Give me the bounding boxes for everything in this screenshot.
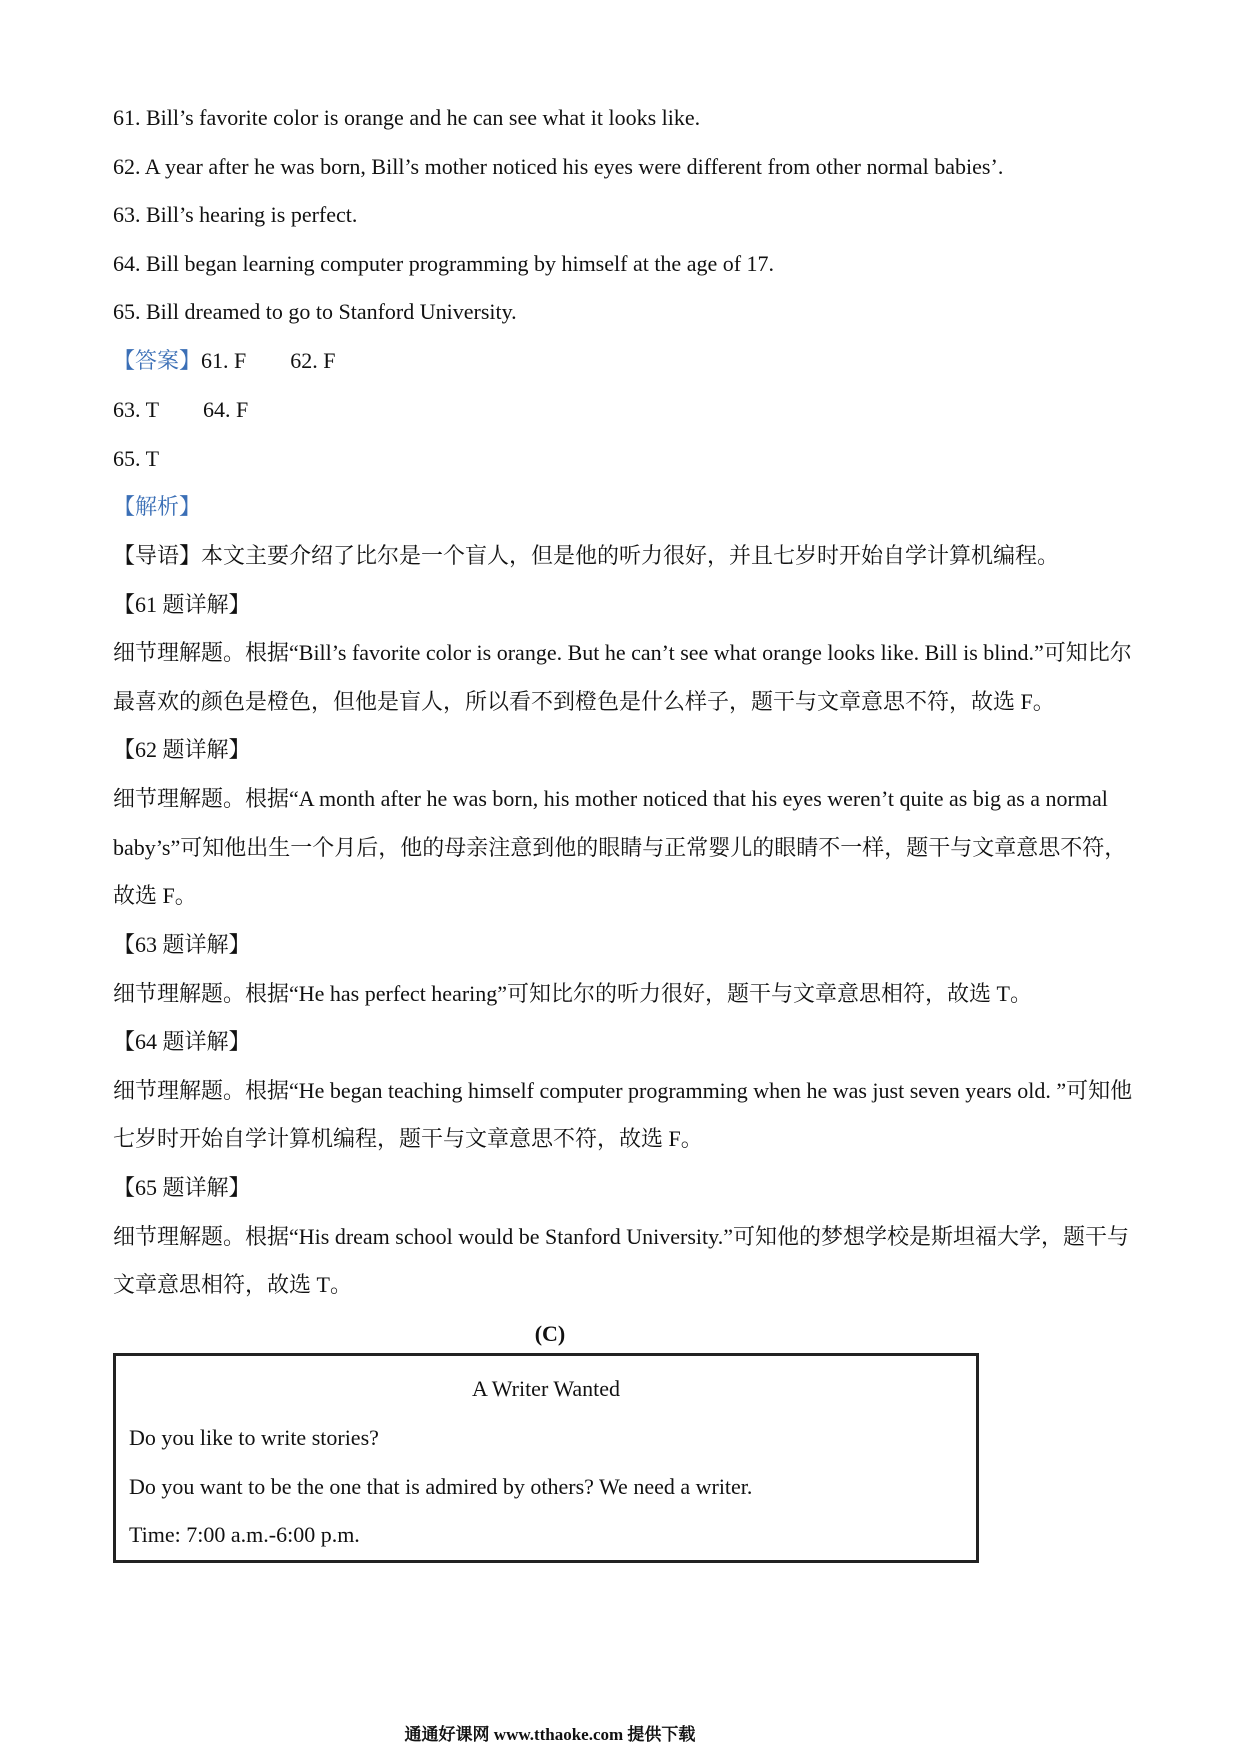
detail-64-line-1: 细节理解题。根据“He began teaching himself computer programming when he was just seven years old. ”可知他 xyxy=(113,1078,1133,1103)
intro-label: 【导语】 xyxy=(113,543,202,568)
question-65: 65. Bill dreamed to go to Stanford University. xyxy=(113,299,517,324)
ad-title: A Writer Wanted xyxy=(471,1376,621,1401)
analysis-label: 【解析】 xyxy=(113,494,202,519)
question-63: 63. Bill’s hearing is perfect. xyxy=(113,202,358,227)
question-61: 61. Bill’s favorite color is orange and he can see what it looks like. xyxy=(113,105,701,130)
detail-64-line-2: 七岁时开始自学计算机编程，题干与文章意思不符，故选 F。 xyxy=(113,1126,703,1151)
question-64: 64. Bill began learning computer programming by himself at the age of 17. xyxy=(113,251,775,276)
answer-64: 64. F xyxy=(203,397,249,422)
detail-62-line-3: 故选 F。 xyxy=(113,883,197,908)
detail-65-line-1: 细节理解题。根据“His dream school would be Stanford University.”可知他的梦想学校是斯坦福大学，题干与 xyxy=(113,1224,1129,1249)
detail-heading-65: 【65 题详解】 xyxy=(113,1175,251,1200)
answer-63: 63. T xyxy=(113,397,160,422)
detail-61-line-2: 最喜欢的颜色是橙色，但他是盲人，所以看不到橙色是什么样子，题干与文章意思不符，故选 F。 xyxy=(113,689,1055,714)
section-c-label: (C) xyxy=(534,1321,566,1346)
answer-62: 62. F xyxy=(290,348,336,373)
detail-heading-64: 【64 题详解】 xyxy=(113,1029,251,1054)
answer-61: 61. F xyxy=(201,348,247,373)
detail-65-line-2: 文章意思相符，故选 T。 xyxy=(113,1272,352,1297)
answer-65: 65. T xyxy=(113,446,160,471)
detail-heading-61: 【61 题详解】 xyxy=(113,592,251,617)
intro xyxy=(113,541,1059,571)
question-62: 62. A year after he was born, Bill’s mother noticed his eyes were different from other normal babies’. xyxy=(113,154,1004,179)
ad-line-3: Time: 7:00 a.m.-6:00 p.m. xyxy=(129,1522,360,1547)
footer-source: 通通好课网 www.tthaoke.com 提供下载 xyxy=(404,1725,696,1744)
ad-line-2: Do you want to be the one that is admired by others? We need a writer. xyxy=(129,1474,753,1499)
answer-row-2 xyxy=(113,395,248,425)
answer-label: 【答案】 xyxy=(113,348,202,373)
detail-62-line-2: baby’s”可知他出生一个月后，他的母亲注意到他的眼睛与正常婴儿的眼睛不一样，题干与文章意思不符， xyxy=(113,835,1127,860)
ad-box xyxy=(113,1353,979,1563)
answer-row-3 xyxy=(113,444,159,474)
detail-63-line-1: 细节理解题。根据“He has perfect hearing”可知比尔的听力很好，题干与文章意思相符，故选 T。 xyxy=(113,981,1032,1006)
detail-62-line-1: 细节理解题。根据“A month after he was born, his mother noticed that his eyes weren’t quite as big as a normal xyxy=(113,786,1108,811)
answer-row-1 xyxy=(113,346,336,376)
ad-line-1: Do you like to write stories? xyxy=(129,1425,379,1450)
intro-text: 本文主要介绍了比尔是一个盲人，但是他的听力很好，并且七岁时开始自学计算机编程。 xyxy=(201,543,1060,568)
detail-61-line-1: 细节理解题。根据“Bill’s favorite color is orange. But he can’t see what orange looks like. Bill is blind.”可知比尔 xyxy=(113,640,1132,665)
detail-heading-62: 【62 题详解】 xyxy=(113,737,251,762)
detail-heading-63: 【63 题详解】 xyxy=(113,932,251,957)
